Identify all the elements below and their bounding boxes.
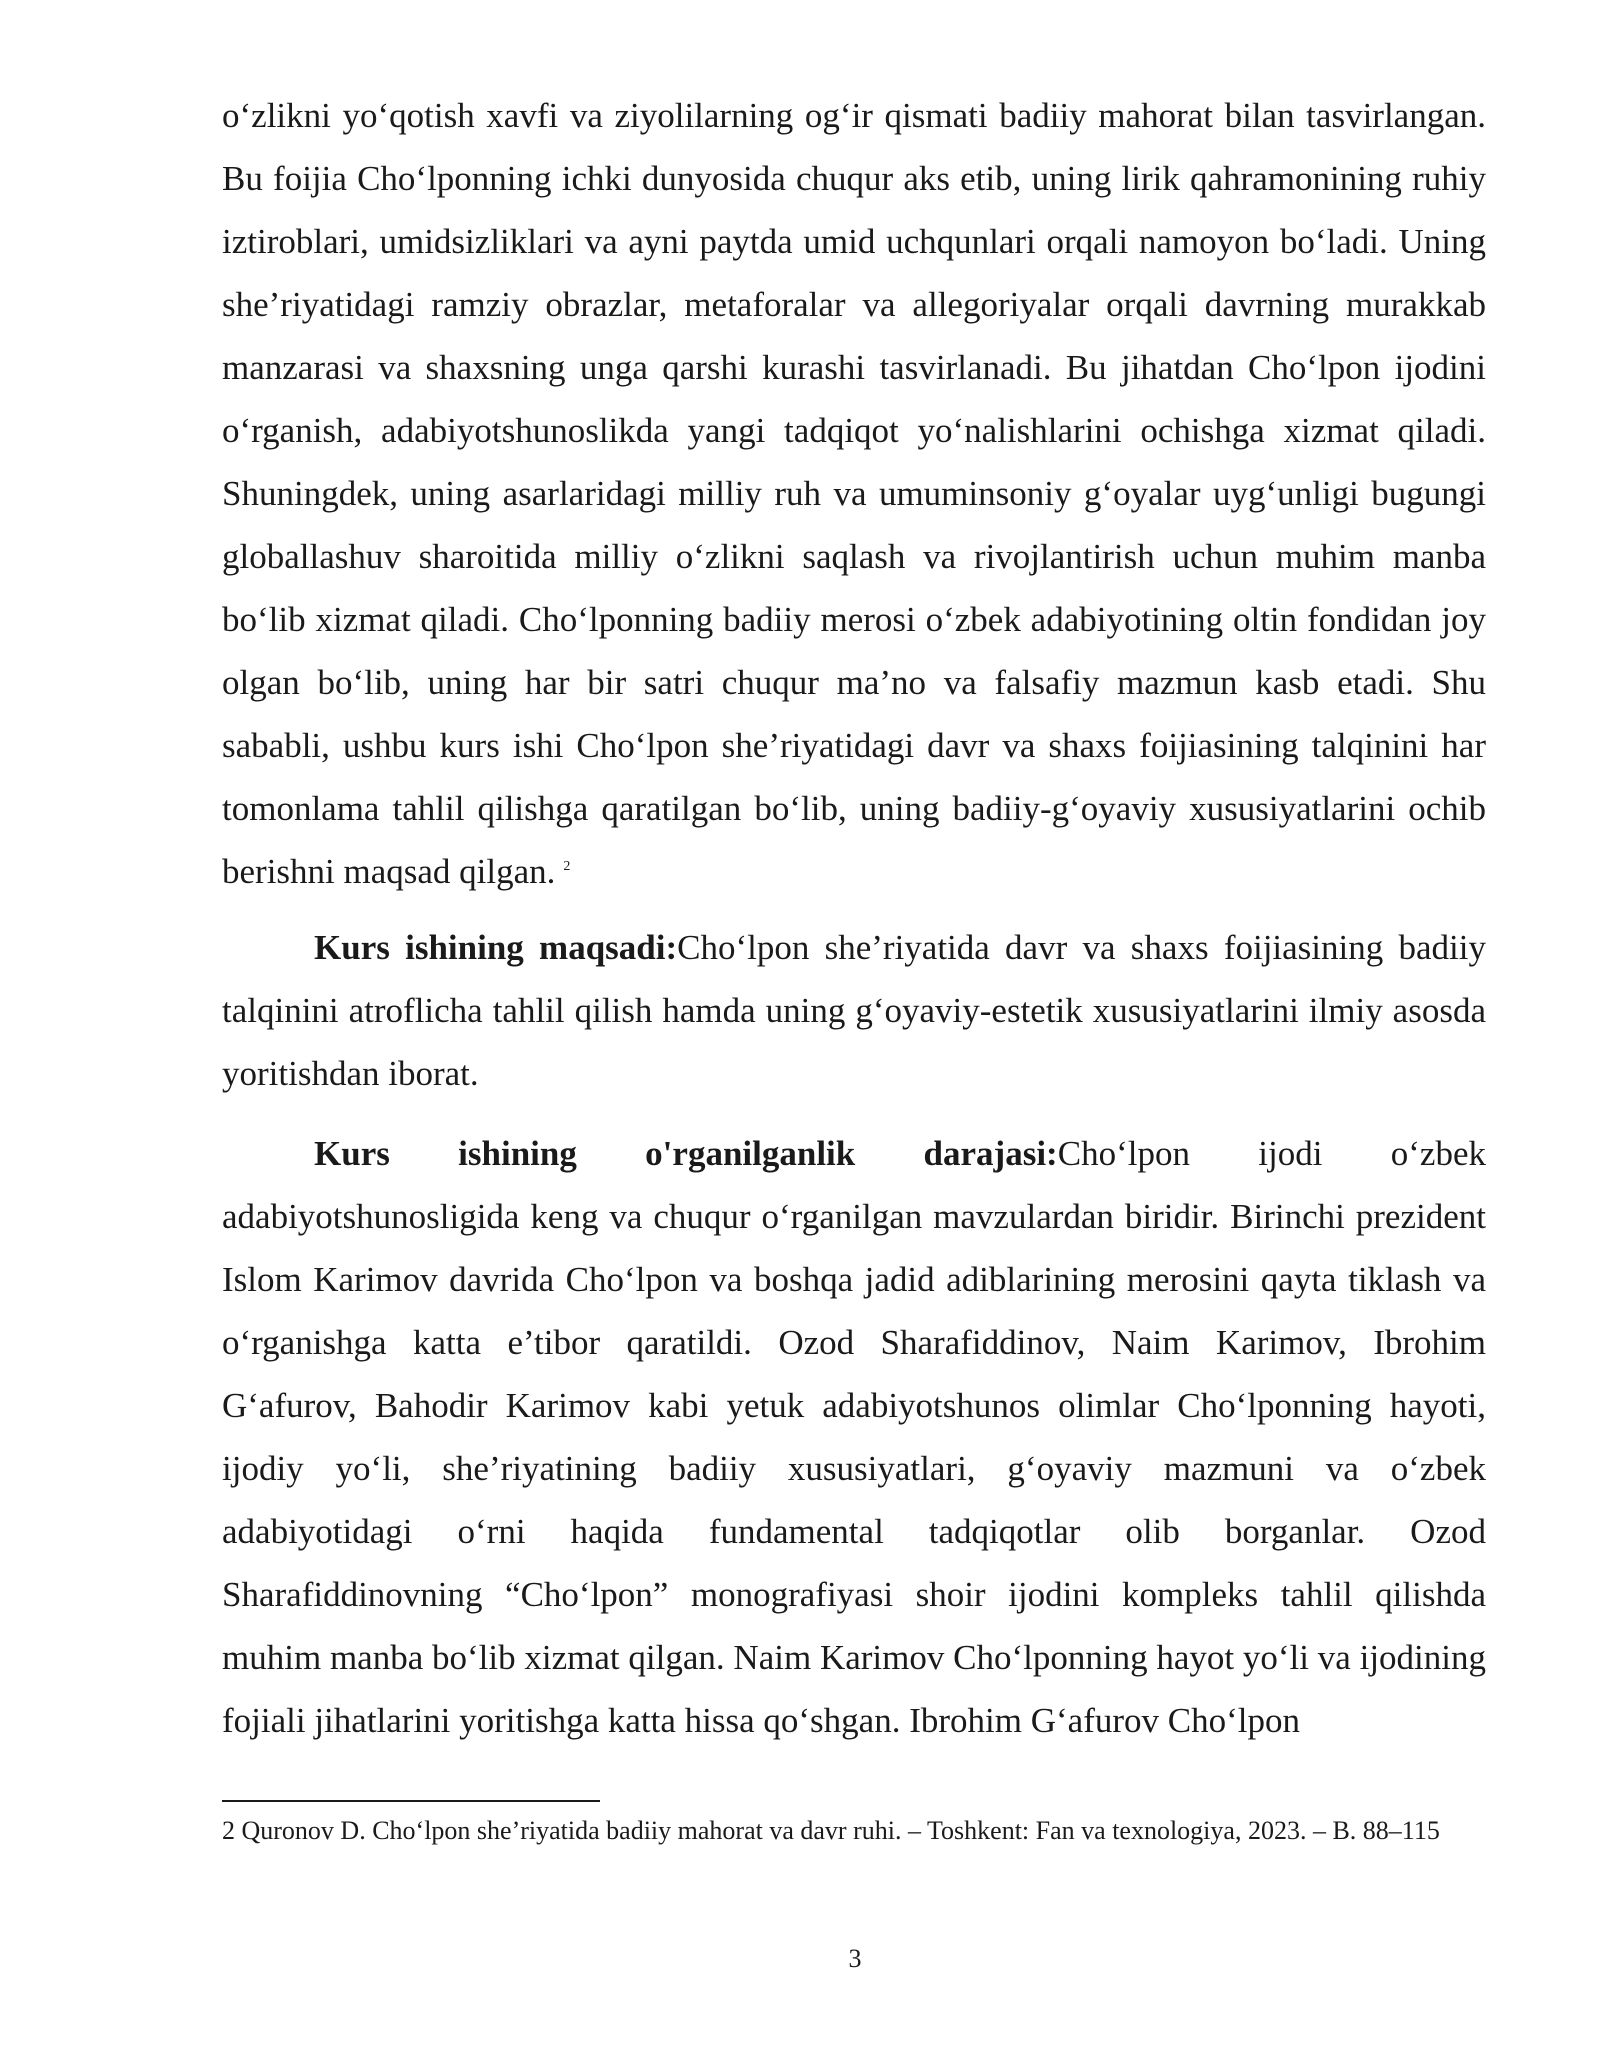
body-paragraph-1 — [222, 84, 1486, 903]
body-paragraph-3 — [222, 1122, 1486, 1752]
body-paragraph-2 — [222, 916, 1486, 1105]
footnote-text: 2 Quronov D. Cho‘lpon she’riyatida badiiy mahorat va davr ruhi. – Toshkent: Fan va texnologiya, 2023. – B. 88–115 — [222, 1816, 1440, 1845]
paragraph-1-text: o‘zlikni yo‘qotish xavfi va ziyolilarning og‘ir qismati badiiy mahorat bilan tasvirlangan. Bu foijia Cho‘lponning ichki dunyosida chuqur aks etib, uning lirik qahramonining ruhiy iztiroblari, umidsizliklari va ayni paytda umid uchqunlari orqali namoyon bo‘ladi. Uning she’riyatidagi ramziy obrazlar, metaforalar va allegoriyalar orqali davrning murakkab manzarasi va shaxsning unga qarshi kurashi tasvirlanadi. Bu jihatdan Cho‘lpon ijodini o‘rganish, adabiyotshunoslikda yangi tadqiqot yo‘nalishlarini ochishga xizmat qiladi. Shuningdek, uning asarlaridagi milliy ruh va umuminsoniy g‘oyalar uyg‘unligi bugungi globallashuv sharoitida milliy o‘zlikni saqlash va rivojlantirish uchun muhim manba bo‘lib xizmat qiladi. Cho‘lponning badiiy merosi o‘zbek adabiyotining oltin fondidan joy olgan bo‘lib, uning har bir satri chuqur ma’no va falsafiy mazmun kasb etadi. Shu sababli, ushbu kurs ishi Cho‘lpon she’riyatidagi davr va shaxs foijiasining talqinini har tomonlama tahlil qilishga qaratilgan bo‘lib, uning badiiy-g‘oyaviy xususiyatlarini ochib berishni maqsad qilgan. — [222, 96, 1486, 891]
page-number: 3 — [848, 1944, 862, 1973]
footnote-separator — [222, 1800, 600, 1802]
footnote-reference: 2 — [563, 859, 571, 875]
paragraph-3-heading: Kurs ishining o'rganilganlik darajasi: — [314, 1134, 1058, 1173]
paragraph-2-heading: Kurs ishining maqsadi: — [314, 928, 678, 967]
paragraph-3-text: Cho‘lpon ijodi o‘zbek adabiyotshunosligida keng va chuqur o‘rganilgan mavzulardan biridir. Birinchi prezident Islom Karimov davrida Cho‘lpon va boshqa jadid adiblarining merosini qayta tiklash va o‘rganishga katta e’tibor qaratildi. Ozod Sharafiddinov, Naim Karimov, Ibrohim G‘afurov, Bahodir Karimov kabi yetuk adabiyotshunos olimlar Cho‘lponning hayoti, ijodiy yo‘li, she’riyatining badiiy xususiyatlari, g‘oyaviy mazmuni va o‘zbek adabiyotidagi o‘rni haqida fundamental tadqiqotlar olib borganlar. Ozod Sharafiddinovning “Cho‘lpon” monografiyasi shoir ijodini kompleks tahlil qilishda muhim manba bo‘lib xizmat qilgan. Naim Karimov Cho‘lponning hayot yo‘li va ijodining fojiali jihatlarini yoritishga katta hissa qo‘shgan. Ibrohim G‘afurov Cho‘lpon — [222, 1134, 1486, 1740]
paragraph-2-text: Cho‘lpon she’riyatida davr va shaxs foijiasining badiiy talqinini atroflicha tahlil qilish hamda uning g‘oyaviy-estetik xususiyatlarini ilmiy asosda yoritishdan iborat. — [222, 928, 1486, 1093]
